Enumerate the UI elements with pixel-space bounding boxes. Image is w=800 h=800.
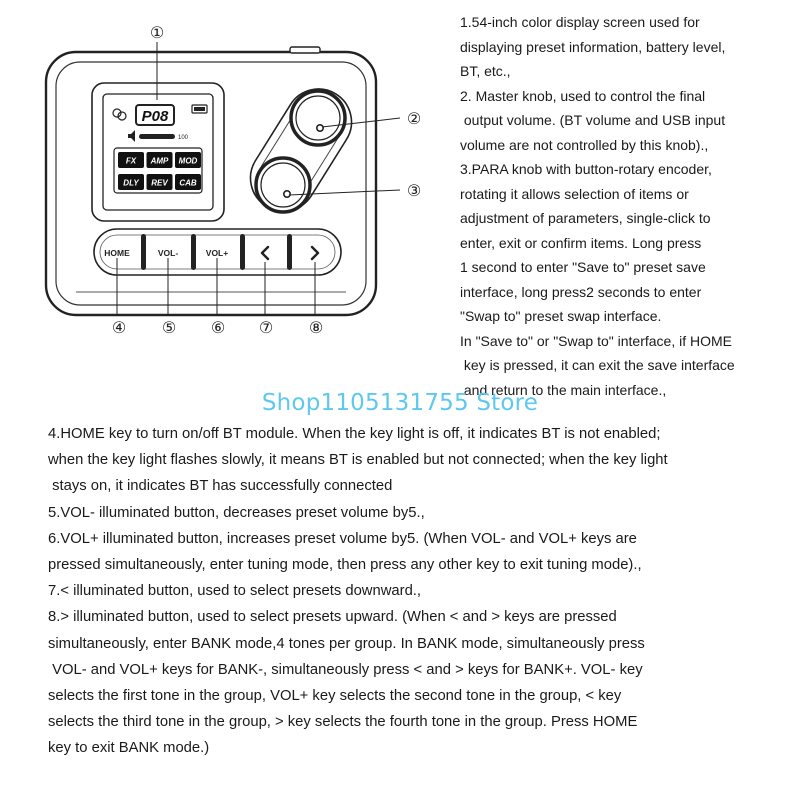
description-line: 8.> illuminated button, used to select presets upward. (When < and > keys are pressed <box>48 609 617 626</box>
description-line: 4.HOME key to turn on/off BT module. When the key light is off, it indicates BT is not enabled; <box>48 426 661 442</box>
description-line: enter, exit or confirm items. Long press <box>460 234 702 251</box>
feature-list-right <box>460 10 795 402</box>
svg-text:DLY: DLY <box>123 178 139 188</box>
description-line: output volume. (BT volume and USB input <box>460 112 726 128</box>
description-line: selects the first tone in the group, VOL+ key selects the second tone in the group, < key <box>48 688 622 705</box>
callout-4: ④ <box>111 318 127 337</box>
callout-7: ⑦ <box>258 318 274 337</box>
description-line: selects the third tone in the group, > key selects the fourth tone in the group. Press HOME <box>48 714 638 731</box>
description-line: rotating it allows selection of items or <box>460 185 689 202</box>
callout-8: ⑧ <box>308 318 324 337</box>
para-knob[interactable] <box>256 158 310 212</box>
description-line: interface, long press2 seconds to enter <box>460 283 702 300</box>
display-screen <box>92 83 224 221</box>
module-rev <box>147 174 173 190</box>
module-dly <box>118 174 144 190</box>
description-line: key to exit BANK mode.) <box>48 740 210 757</box>
device-diagram <box>0 0 450 350</box>
description-line: 7.< illuminated button, used to select presets downward., <box>48 583 422 600</box>
module-cab <box>175 174 201 190</box>
module-fx <box>118 152 144 168</box>
description-line: when the key light flashes slowly, it means BT is enabled but not connected; when the key light <box>48 452 668 469</box>
description-line: 5.VOL- illuminated button, decreases preset volume by5., <box>48 504 425 521</box>
svg-text:VOL+: VOL+ <box>205 248 229 258</box>
description-line: 2. Master knob, used to control the final <box>460 87 706 104</box>
description-line: 1.54-inch color display screen used for <box>460 14 700 30</box>
feature-list-bottom <box>48 421 793 762</box>
svg-text:VOL-: VOL- <box>157 248 179 258</box>
description-line: 3.PARA knob with button-rotary encoder, <box>460 161 712 177</box>
volume-bar <box>139 134 175 139</box>
description-line: 6.VOL+ illuminated button, increases preset volume by5. (When VOL- and VOL+ keys are <box>48 530 637 547</box>
callout-5: ⑤ <box>161 318 177 337</box>
description-line: volume are not controlled by this knob)., <box>460 136 709 153</box>
module-amp <box>147 152 173 168</box>
volume-value: 100 <box>178 135 189 141</box>
callout-2: ② <box>406 109 422 128</box>
store-watermark: Shop1105131755 Store <box>261 390 539 416</box>
description-line: stays on, it indicates BT has successfully connected <box>48 478 393 495</box>
vol-minus-key[interactable] <box>158 248 178 258</box>
description-line: BT, etc., <box>460 63 511 79</box>
description-line: key is pressed, it can exit the save interface <box>460 357 735 373</box>
master-knob[interactable] <box>291 91 345 145</box>
svg-text:REV: REV <box>151 178 168 188</box>
description-line: "Swap to" preset swap interface. <box>460 308 662 324</box>
svg-text:FX: FX <box>125 156 137 166</box>
svg-text:CAB: CAB <box>179 178 197 188</box>
preset-label: P08 <box>141 108 169 125</box>
description-line: and return to the main interface., <box>460 381 667 398</box>
module-mod <box>175 152 201 168</box>
description-line: In "Save to" or "Swap to" interface, if HOME <box>460 332 732 349</box>
svg-text:AMP: AMP <box>150 156 169 166</box>
description-line: adjustment of parameters, single-click to <box>460 210 711 226</box>
description-line: VOL- and VOL+ keys for BANK-, simultaneously press < and > keys for BANK+. VOL- key <box>48 661 643 678</box>
description-line: 1 second to enter "Save to" preset save <box>460 259 706 275</box>
description-line: displaying preset information, battery level, <box>460 38 726 55</box>
vol-plus-key[interactable] <box>206 248 228 258</box>
home-key[interactable] <box>104 248 130 258</box>
svg-text:HOME: HOME <box>104 248 130 258</box>
callout-3: ③ <box>406 181 422 200</box>
callout-6: ⑥ <box>210 318 226 337</box>
description-line: simultaneously, enter BANK mode,4 tones per group. In BANK mode, simultaneously press <box>48 635 645 652</box>
callout-1: ① <box>149 23 165 42</box>
description-line: pressed simultaneously, enter tuning mode, then press any other key to exit tuning mode)., <box>48 557 642 574</box>
svg-text:MOD: MOD <box>178 156 198 166</box>
